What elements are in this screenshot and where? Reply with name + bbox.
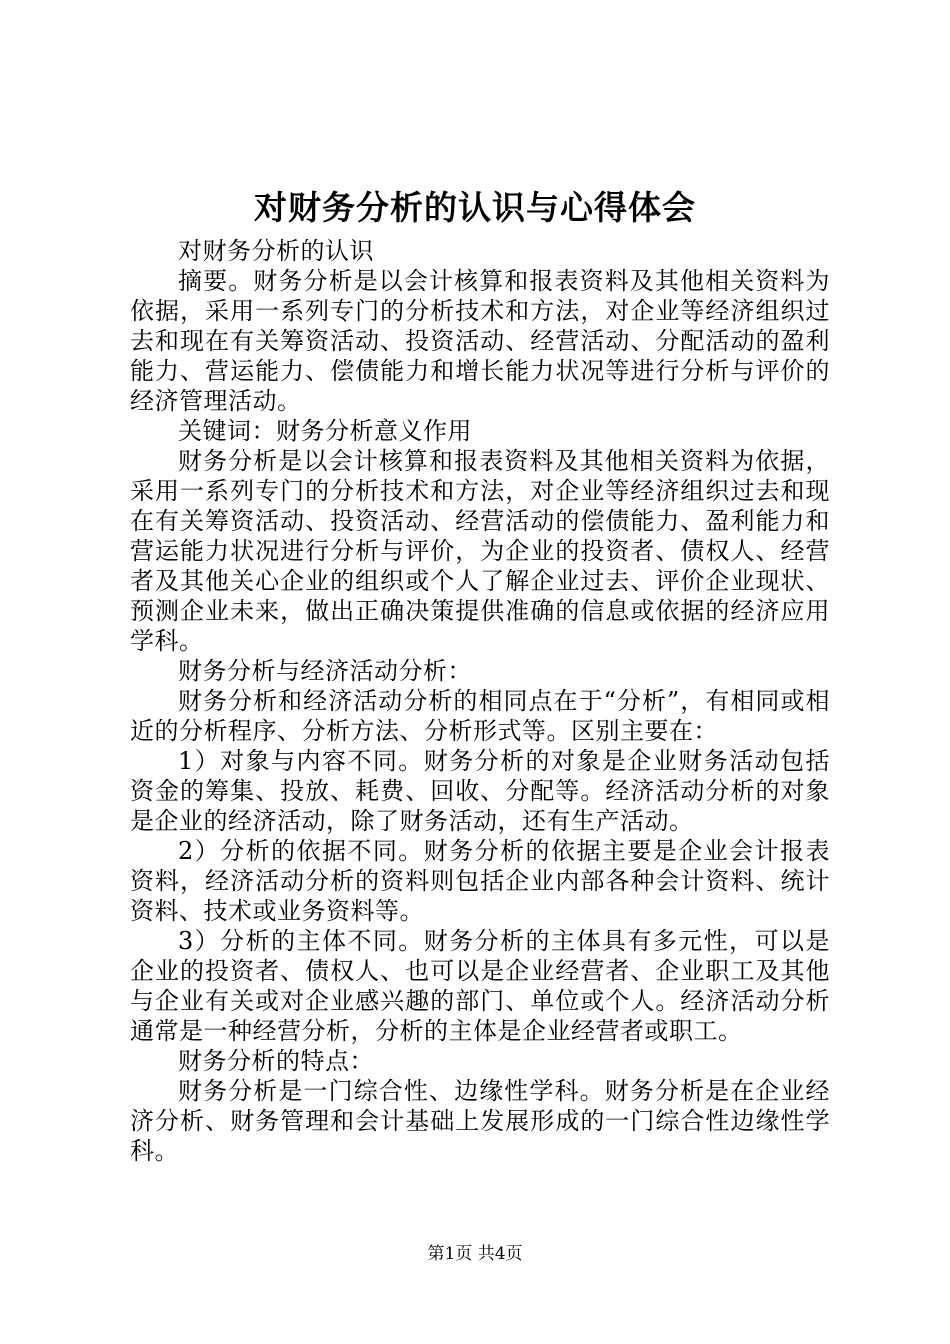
section-heading-comparison: 财务分析与经济活动分析：: [178, 657, 472, 685]
section-heading-understanding: 对财务分析的认识: [178, 237, 374, 265]
difference-item-1: 1）对象与内容不同。财务分析的对象是企业财务活动包括资金的筹集、投放、耗费、回收、分配等。经济活动分析的对象是企业的经济活动，除了财务活动，还有生产活动。: [130, 747, 830, 835]
comparison-paragraph: 财务分析和经济活动分析的相同点在于“分析”，有相同或相近的分析程序、分析方法、分析形式等。区别主要在：: [130, 687, 830, 745]
difference-item-2: 2）分析的依据不同。财务分析的依据主要是企业会计报表资料，经济活动分析的资料则包括企业内部各种会计资料、统计资料、技术或业务资料等。: [130, 837, 830, 925]
section-heading-features: 财务分析的特点：: [178, 1047, 374, 1075]
page-footer: 第1页 共4页: [427, 1244, 523, 1264]
abstract-paragraph: 摘要。财务分析是以会计核算和报表资料及其他相关资料为依据，采用一系列专门的分析技术和方法，对企业等经济组织过去和现在有关筹资活动、投资活动、经营活动、分配活动的盈利能力、营运能力、偿债能力和增长能力状况等进行分析与评价的经济管理活动。: [130, 267, 830, 415]
document-body: [130, 236, 830, 1166]
keywords-line: 关键词：财务分析意义作用: [178, 417, 472, 445]
features-paragraph: 财务分析是一门综合性、边缘性学科。财务分析是在企业经济分析、财务管理和会计基础上发展形成的一门综合性边缘性学科。: [130, 1077, 830, 1165]
difference-item-3: 3）分析的主体不同。财务分析的主体具有多元性，可以是企业的投资者、债权人、也可以是企业经营者、企业职工及其他与企业有关或对企业感兴趣的部门、单位或个人。经济活动分析通常是一种经营分析，分析的主体是企业经营者或职工。: [130, 927, 830, 1045]
page-title: 对财务分析的认识与心得体会: [254, 188, 696, 227]
definition-paragraph: 财务分析是以会计核算和报表资料及其他相关资料为依据，采用一系列专门的分析技术和方法，对企业等经济组织过去和现在有关筹资活动、投资活动、经营活动的偿债能力、盈利能力和营运能力状况进行分析与评价，为企业的投资者、债权人、经营者及其他关心企业的组织或个人了解企业过去、评价企业现状、预测企业未来，做出正确决策提供准确的信息或依据的经济应用学科。: [130, 447, 830, 655]
